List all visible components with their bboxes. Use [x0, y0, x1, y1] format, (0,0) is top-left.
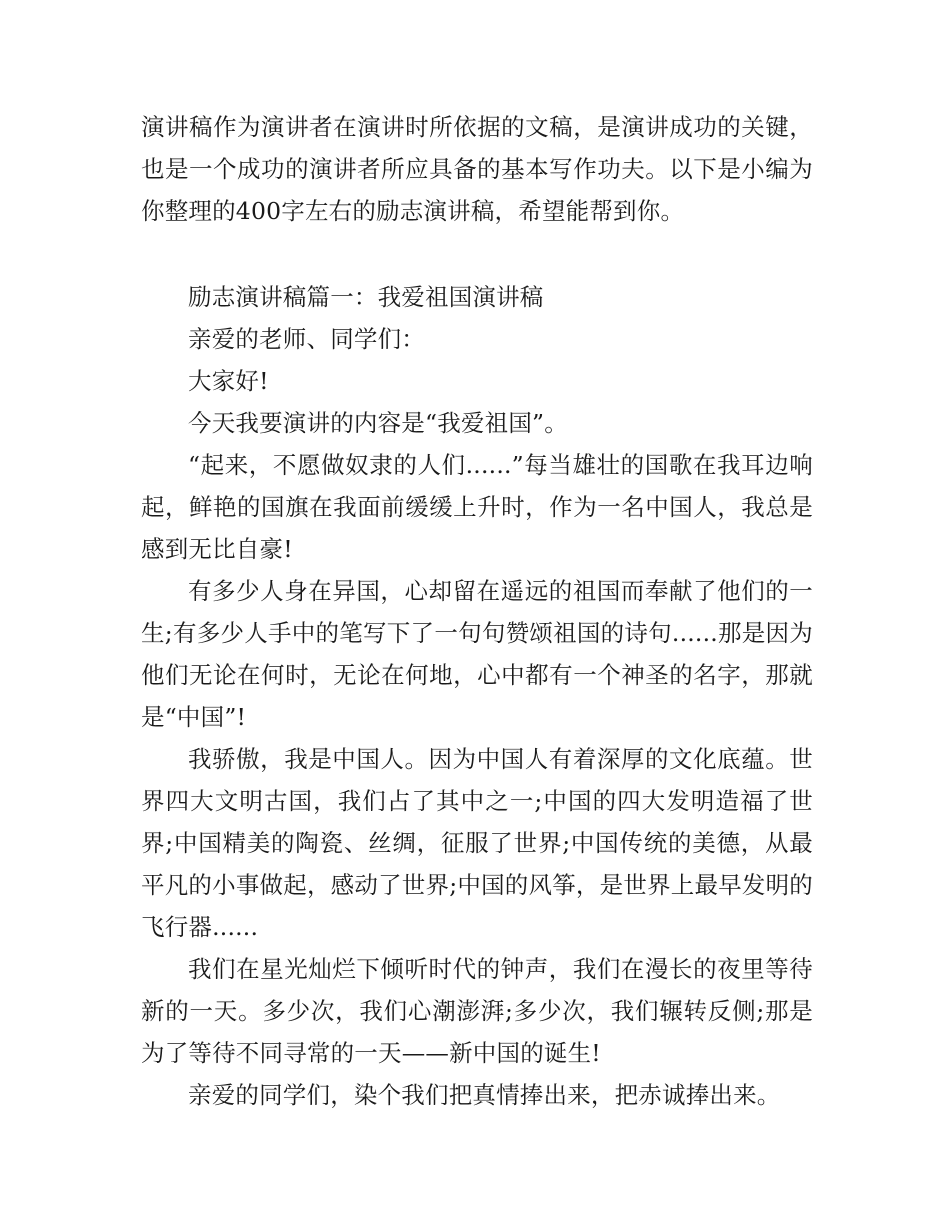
speech-body — [141, 276, 813, 1116]
body-paragraph: 我骄傲，我是中国人。因为中国人有着深厚的文化底蕴。世界四大文明古国，我们占了其中之一;中国的四大发明造福了世界;中国精美的陶瓷、丝绸，征服了世界;中国传统的美德，从最平凡的小事做起，感动了世界;中国的风筝，是世界上最早发明的飞行器...... — [141, 745, 813, 941]
intro-paragraph: 演讲稿作为演讲者在演讲时所依据的文稿，是演讲成功的关键，也是一个成功的演讲者所应具备的基本写作功夫。以下是小编为你整理的400字左右的励志演讲稿，希望能帮到你。 — [141, 113, 813, 225]
body-paragraph: “起来，不愿做奴隶的人们......”每当雄壮的国歌在我耳边响起，鲜艳的国旗在我面前缓缓上升时，作为一名中国人，我总是感到无比自豪! — [141, 451, 813, 563]
intro-section — [141, 106, 813, 232]
body-paragraph: 亲爱的同学们，染个我们把真情捧出来，把赤诚捧出来。 — [188, 1081, 781, 1109]
body-paragraph: 我们在星光灿烂下倾听时代的钟声，我们在漫长的夜里等待新的一天。多少次，我们心潮澎湃;多少次，我们辗转反侧;那是为了等待不同寻常的一天——新中国的诞生! — [141, 955, 813, 1067]
body-paragraph: 有多少人身在异国，心却留在遥远的祖国而奉献了他们的一生;有多少人手中的笔写下了一句句赞颂祖国的诗句......那是因为他们无论在何时，无论在何地，心中都有一个神圣的名字，那就是“中国”! — [141, 577, 813, 731]
body-paragraph: 今天我要演讲的内容是“我爱祖国”。 — [188, 409, 568, 437]
greeting: 大家好! — [188, 367, 269, 395]
speech-title: 励志演讲稿篇一：我爱祖国演讲稿 — [188, 283, 544, 311]
salutation: 亲爱的老师、同学们： — [188, 325, 425, 353]
